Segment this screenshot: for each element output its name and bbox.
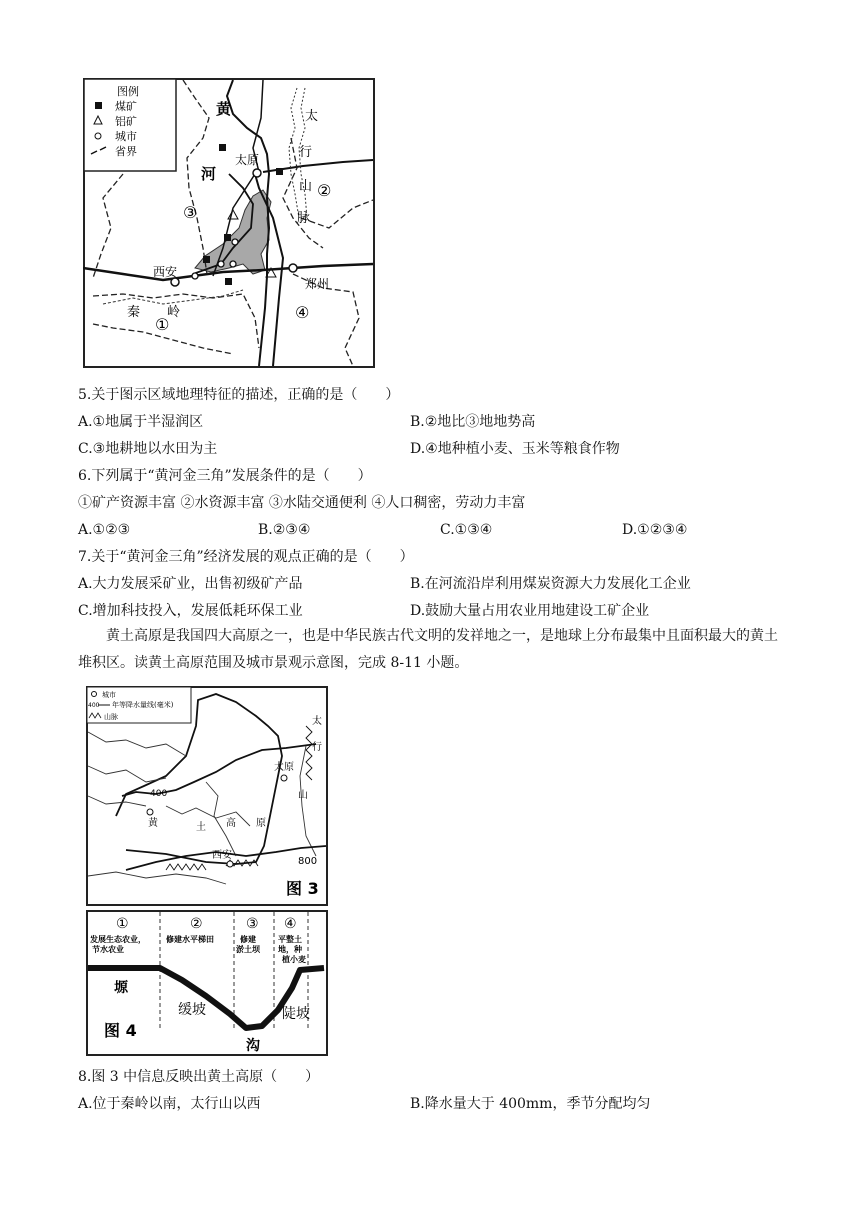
- label-taiyuan: 太原: [235, 153, 260, 167]
- q7-option-d[interactable]: D.鼓励大量占用农业用地建设工矿企业: [410, 603, 650, 619]
- fig4-col3-text1: 修建: [240, 935, 256, 944]
- q7-option-b[interactable]: B.在河流沿岸利用煤炭资源大力发展化工企业: [410, 576, 691, 592]
- label-qin: 秦: [127, 305, 141, 320]
- region-3-label: ③: [183, 203, 198, 222]
- coal-mine-icon: [225, 278, 232, 285]
- map3-legend-isohyet: 年等降水量线(毫米): [112, 701, 174, 709]
- q5-option-d[interactable]: D.④地种植小麦、玉米等粮食作物: [410, 441, 620, 457]
- region-1-label: ①: [155, 315, 170, 334]
- city-zhengzhou-marker: [289, 264, 297, 272]
- label-mai: 脉: [297, 211, 311, 226]
- region-4-label: ④: [295, 303, 310, 322]
- q8-option-b[interactable]: B.降水量大于 400mm，季节分配均匀: [410, 1096, 651, 1112]
- coal-square-icon: [95, 102, 102, 109]
- q6-stem: 6.下列属于“黄河金三角”发展条件的是（ ）: [78, 468, 372, 484]
- q7-stem: 7.关于“黄河金三角”经济发展的观点正确的是（ ）: [78, 549, 414, 565]
- figure-4-slope-profile: [86, 910, 328, 1056]
- fig4-col1-text2: 节水农业: [92, 945, 124, 954]
- city-marker: [147, 809, 153, 815]
- fig4-col2-num: ②: [190, 916, 203, 932]
- fig4-col4-text1: 平整土: [278, 935, 302, 944]
- map3-legend-city: 城市: [102, 691, 116, 699]
- label-shan: 山: [299, 179, 313, 194]
- map3-label-400: 400: [150, 789, 168, 799]
- map1-legend-title: 图例: [117, 85, 139, 98]
- q6-conditions: ①矿产资源丰富 ②水资源丰富 ③水陆交通便利 ④人口稠密，劳动力丰富: [78, 495, 526, 511]
- q6-option-a[interactable]: A.①②③: [78, 522, 131, 538]
- q7-option-c[interactable]: C.增加科技投入，发展低耗环保工业: [78, 603, 303, 619]
- map3-label-800: 800: [298, 856, 318, 867]
- label-huang: 黄: [216, 100, 232, 118]
- fig4-col3-num: ③: [246, 916, 259, 932]
- map3-legend-400: 400: [88, 702, 100, 709]
- map3-label-shan: 山: [298, 790, 308, 801]
- city-xian-marker: [227, 861, 233, 867]
- city-xian-marker: [171, 278, 179, 286]
- q6-option-d[interactable]: D.①②③④: [622, 522, 688, 538]
- fig4-col1-text1: 发展生态农业，: [90, 935, 146, 944]
- city-marker: [192, 273, 198, 279]
- q7-option-a[interactable]: A.大力发展采矿业，出售初级矿产品: [78, 576, 303, 592]
- map3-label-gao: 高: [226, 818, 236, 829]
- label-tai: 太: [305, 109, 319, 124]
- map3-label-hang: 行: [312, 742, 322, 753]
- map3-label-tu: 土: [196, 822, 206, 833]
- map3-label-xian: 西安: [212, 850, 232, 861]
- figure-4-caption: 图 4: [104, 1021, 137, 1040]
- q5-option-c[interactable]: C.③地耕地以水田为主: [78, 441, 218, 457]
- region-2-label: ②: [317, 181, 332, 200]
- fig4-col3-text2: 淤土坝: [236, 945, 260, 954]
- label-hang: 行: [299, 145, 313, 160]
- city-marker: [218, 261, 224, 267]
- map3-svg: [86, 686, 328, 906]
- fig4-svg: [86, 910, 328, 1056]
- legend-border-label: 省界: [115, 145, 137, 158]
- q5-option-b[interactable]: B.②地比③地地势高: [410, 414, 536, 430]
- intro-paragraph: 黄土高原是我国四大高原之一，也是中华民族古代文明的发祥地之一，是地球上分布最集中且面积最大的黄土堆积区。读黄土高原范围及城市景观示意图，完成 8-11 小题。: [78, 628, 778, 671]
- q5-option-a[interactable]: A.①地属于半湿润区: [78, 414, 204, 430]
- map3-legend-mountain: 山脉: [104, 713, 118, 721]
- city-marker: [232, 239, 238, 245]
- fig4-col1-num: ①: [116, 916, 129, 932]
- city-taiyuan-marker: [253, 169, 261, 177]
- legend-aluminum-label: 铝矿: [115, 115, 137, 128]
- fig4-label-gou: 沟: [246, 1038, 260, 1054]
- city-taiyuan-marker: [281, 775, 287, 781]
- q5-stem: 5.关于图示区域地理特征的描述，正确的是（ ）: [78, 387, 400, 403]
- city-marker: [230, 261, 236, 267]
- map-huanghe-jinsanjiao: [83, 78, 375, 368]
- label-zhengzhou: 郑州: [305, 277, 330, 291]
- legend-coal-label: 煤矿: [115, 100, 137, 113]
- coal-mine-icon: [276, 168, 283, 175]
- label-he: 河: [201, 165, 217, 183]
- label-xian: 西安: [153, 265, 178, 279]
- coal-mine-icon: [203, 256, 210, 263]
- q6-option-b[interactable]: B.②③④: [258, 522, 311, 538]
- q8-option-a[interactable]: A.位于秦岭以南，太行山以西: [78, 1096, 261, 1112]
- q6-option-c[interactable]: C.①③④: [440, 522, 493, 538]
- fig4-col4-num: ④: [284, 916, 297, 932]
- map3-label-yuan: 原: [256, 818, 266, 829]
- map3-label-huang: 黄: [148, 818, 158, 829]
- coal-mine-icon: [219, 144, 226, 151]
- fig4-col4-text3: 植小麦: [282, 955, 306, 964]
- fig4-label-doupo: 陡坡: [282, 1006, 310, 1022]
- fig4-label-yuan: 塬: [114, 980, 128, 996]
- fig4-col2-text1: 修建水平梯田: [166, 935, 214, 944]
- map1-svg: [83, 78, 375, 368]
- fig4-label-huanpo: 缓坡: [178, 1002, 206, 1018]
- map3-label-taiyuan: 太原: [274, 762, 294, 773]
- label-ling: 岭: [167, 305, 181, 320]
- coal-mine-icon: [224, 234, 231, 241]
- fig4-col4-text2: 地，种: [278, 945, 302, 954]
- q8-stem: 8.图 3 中信息反映出黄土高原（ ）: [78, 1069, 320, 1085]
- figure-3-loess-plateau-map: [86, 686, 328, 906]
- map3-label-tai: 太: [312, 716, 322, 727]
- figure-3-caption: 图 3: [286, 879, 319, 898]
- legend-city-label: 城市: [115, 130, 137, 143]
